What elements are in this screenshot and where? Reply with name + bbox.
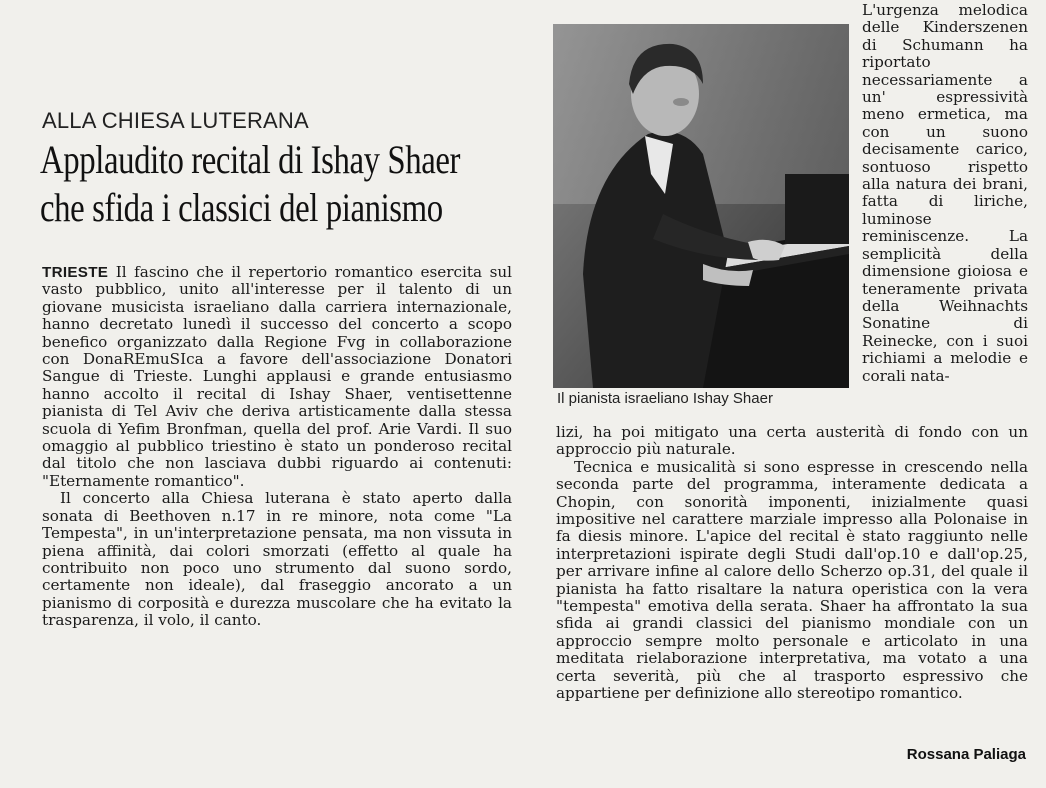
- pianist-photo-image: [553, 24, 849, 388]
- pianist-photo: [553, 24, 849, 388]
- article-paragraph: L'urgenza melodica delle Kinderszenen di Schumann ha riportato necessariamente a un' espressività meno ermetica, ma con un suono decisamente carico, sontuoso rispetto alla natura dei brani, fatta di liriche, luminose reminiscenze. La semplicità della dimensione gioiosa e teneramente privata della Weihnachts Sonatine di Reinecke, con i suoi richiami a melodie e corali nata-: [862, 1, 1028, 385]
- article-kicker: ALLA CHIESA LUTERANA: [42, 108, 309, 133]
- article-column-right-bottom: [556, 424, 1028, 703]
- article-paragraph: lizi, ha poi mitigato una certa austerità di fondo con un approccio più naturale.: [556, 423, 1028, 459]
- headline-line-1: Applaudito recital di Ishay Shaer: [40, 137, 461, 182]
- article-dateline: TRIESTE: [42, 264, 109, 281]
- article-paragraph: Tecnica e musicalità si sono espresse in crescendo nella seconda parte del programma, interamente dedicata a Chopin, con sonorità imponenti, inizialmente quasi impositive nel carattere marziale impresso alla Polonaise in fa diesis minore. L'apice del recital è stato raggiunto nelle interpretazioni ispirate degli Studi dall'op.10 e dall'op.25, per arrivare infine al calore dello Scherzo op.31, del quale il pianista ha fatto risaltare la natura operistica con la vera "tempesta" emotiva della serata. Shaer ha affrontato la sua sfida ai grandi classici del pianismo mondiale con un approccio sempre molto personale e articolato in una meditata rielaborazione interpretativa, ma votato a una certa severità, più che al trasporto espressivo che appartiene per definizione allo stereotipo romantico.: [556, 457, 1028, 703]
- headline-line-2: che sfida i classici del pianismo: [40, 185, 443, 230]
- article-paragraph: [42, 264, 512, 490]
- photo-caption: Il pianista israeliano Ishay Shaer: [557, 390, 773, 407]
- article-headline: [40, 136, 461, 232]
- article-column-right-top: [862, 2, 1028, 385]
- article-column-left: [42, 264, 512, 630]
- paragraph-1-text: Il fascino che il repertorio romantico esercita sul vasto pubblico, unito all'interesse per il talento di un giovane musicista israeliano dalla carriera internazionale, hanno decretato lunedì il successo del concerto a scopo benefico organizzato dalla Regione Fvg in collaborazione con DonaREmuSIca a favore dell'associazione Donatori Sangue di Trieste. Lunghi applausi e grande entusiasmo hanno accolto il recital di Ishay Shaer, ventisettenne pianista di Tel Aviv che deriva artisticamente dalla stessa scuola di Yefim Bronfman, quella del prof. Arie Vardi. Il suo omaggio al pubblico triestino è stato un ponderoso recital dal titolo che non lasciava dubbi riguardo ai contenuti: "Eternamente romantico".: [42, 263, 513, 490]
- article-byline: Rossana Paliaga: [906, 746, 1026, 763]
- article-paragraph: Il concerto alla Chiesa luterana è stato aperto dalla sonata di Beethoven n.17 in re minore, nota come "La Tempesta", in un'interpretazione pensata, ma non vissuta in piena affinità, dai colori smorzati (effetto al quale ha contribuito non poco uno strumento dal suono sordo, certamente non ideale), dal fraseggio ancorato a un pianismo di corposità e durezza muscolare che ha evitato la trasparenza, il volo, il canto.: [42, 489, 512, 630]
